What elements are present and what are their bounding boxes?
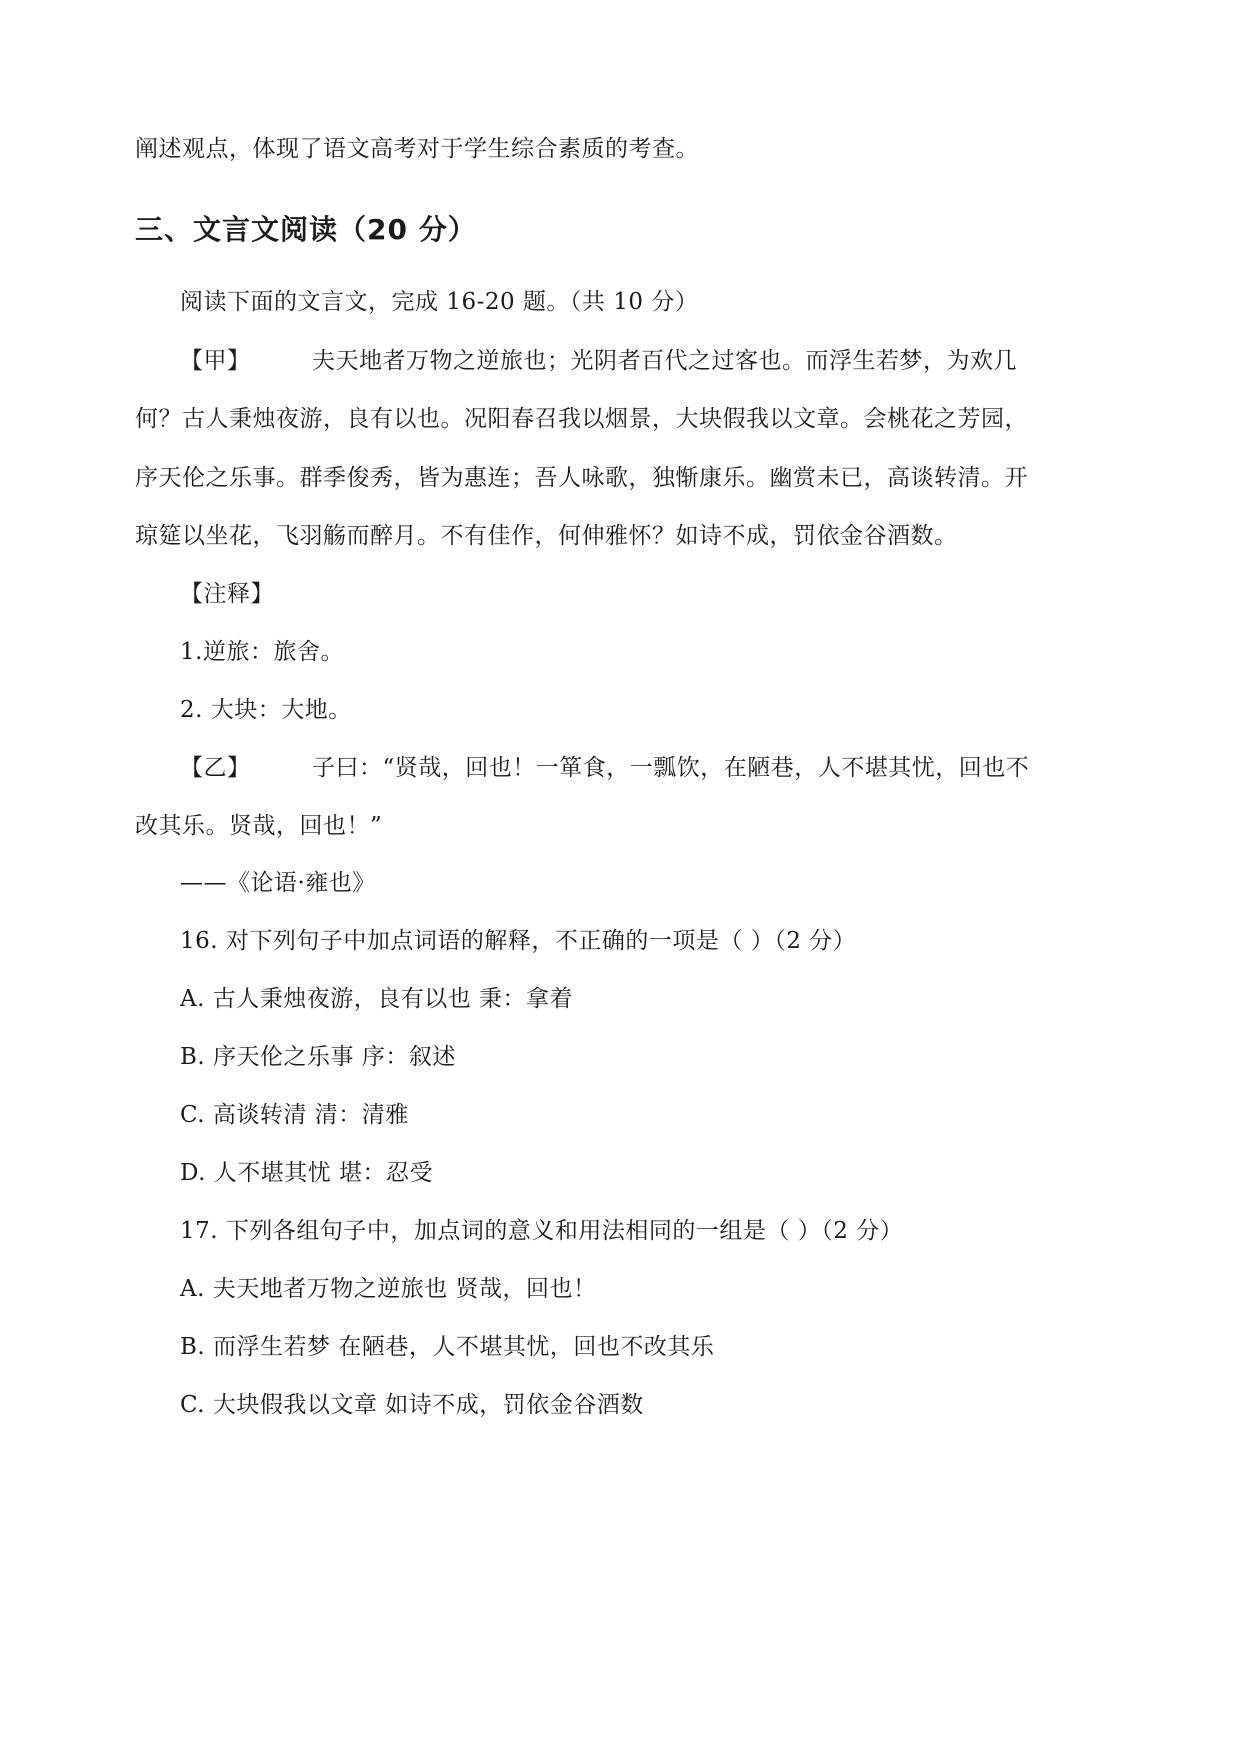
instruction: 阅读下面的文言文，完成 16-20 题。（共 10 分） — [180, 289, 699, 315]
note-item: 1.逆旅：旅舍。 — [180, 639, 344, 665]
passage-jia-line-1 — [180, 346, 1017, 376]
question-17-stem: 17. 下列各组句子中，加点词的意义和用法相同的一组是（ ）（2 分） — [180, 1218, 904, 1244]
passage-yi-line-2: 改其乐。贤哉，回也！” — [135, 813, 383, 839]
note-item: 2. 大块：大地。 — [180, 697, 352, 723]
question-16-stem: 16. 对下列句子中加点词语的解释，不正确的一项是（ ）（2 分） — [180, 928, 857, 954]
passage-jia-line-4: 琼筵以坐花，飞羽觞而醉月。不有佳作，何伸雅怀？如诗不成，罚依金谷酒数。 — [135, 523, 958, 549]
notes-title: 【注释】 — [180, 581, 274, 607]
passage-jia-line-3: 序天伦之乐事。群季俊秀，皆为惠连；吾人咏歌，独惭康乐。幽赏未已，高谈转清。开 — [135, 465, 1028, 491]
passage-yi-text: 子曰：“贤哉，回也！一箪食，一瓢饮，在陋巷，人不堪其忧，回也不 — [312, 755, 1030, 781]
question-17-option-a: A. 夫天地者万物之逆旅也 贤哉，回也！ — [180, 1276, 597, 1302]
question-17-option-b: B. 而浮生若梦 在陋巷，人不堪其忧，回也不改其乐 — [180, 1334, 715, 1360]
question-16-option-a: A. 古人秉烛夜游，良有以也 秉：拿着 — [180, 986, 574, 1012]
question-16-option-d: D. 人不堪其忧 堪：忍受 — [180, 1160, 434, 1186]
passage-yi-marker: 【乙】 — [180, 755, 251, 781]
intro-continuation: 阐述观点，体现了语文高考对于学生综合素质的考查。 — [135, 136, 699, 162]
question-16-option-c: C. 高谈转清 清：清雅 — [180, 1102, 409, 1128]
passage-jia-marker: 【甲】 — [180, 348, 251, 374]
passage-jia-line-2: 何？古人秉烛夜游，良有以也。况阳春召我以烟景，大块假我以文章。会桃花之芳园， — [135, 406, 1028, 432]
passage-jia-text: 夫天地者万物之逆旅也；光阴者百代之过客也。而浮生若梦，为欢几 — [312, 348, 1017, 374]
question-16-option-b: B. 序天伦之乐事 序：叙述 — [180, 1044, 456, 1070]
section-heading: 三、文言文阅读（20 分） — [135, 213, 477, 246]
passage-yi-line-1 — [180, 753, 1029, 783]
passage-yi-source: ——《论语·雍也》 — [180, 870, 376, 896]
question-17-option-c: C. 大块假我以文章 如诗不成，罚依金谷酒数 — [180, 1392, 644, 1418]
